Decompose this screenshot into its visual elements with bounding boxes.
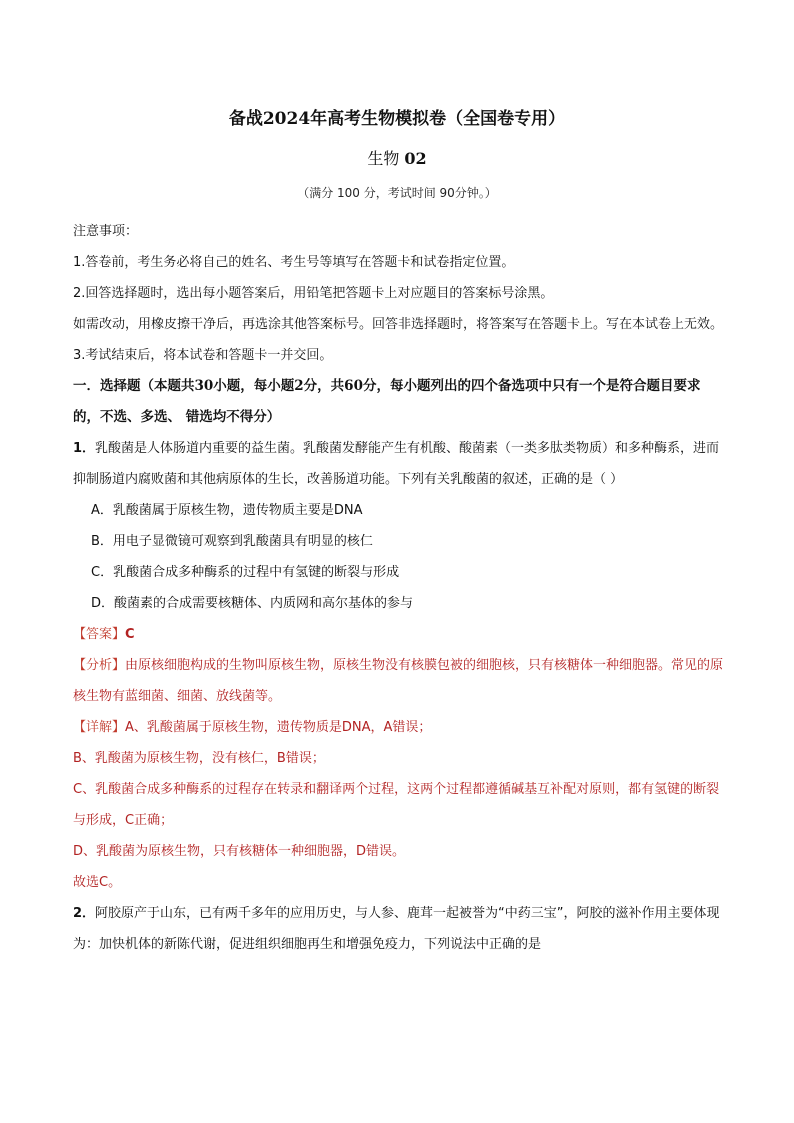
instruction-2-continued: 如需改动，用橡皮擦干净后，再选涂其他答案标号。回答非选择题时，将答案写在答题卡上。写在本试卷上无效。 xyxy=(73,317,724,332)
detail-tag: 【详解】 xyxy=(73,720,126,735)
exam-note: （满分 100 分，考试时间 90分钟。） xyxy=(297,186,497,200)
question-1-detail-a xyxy=(73,712,725,743)
exam-title: 备战2024年高考生物模拟卷（全国卷专用） xyxy=(228,109,566,129)
question-2-text: 阿胶原产于山东，已有两千多年的应用历史，与人参、鹿茸一起被誉为“中药三宝”，阿胶的滋补作用主要体现为：加快机体的新陈代谢，促进组织细胞再生和增强免疫力，下列说法中正确的是 xyxy=(73,906,720,952)
question-1-detail-c: C、乳酸菌合成多种酶系的过程存在转录和翻译两个过程，这两个过程都遵循碱基互补配对原则，都有氢键的断裂与形成，C正确； xyxy=(73,782,720,828)
answer-value: C xyxy=(125,627,135,642)
detail-a-text: A、乳酸菌属于原核生物，遗传物质是DNA，A错误； xyxy=(125,720,432,735)
question-2-number: 2． xyxy=(73,906,96,921)
question-1-option-d: D．酸菌素的合成需要核糖体、内质网和高尔基体的参与 xyxy=(91,596,414,611)
subtitle-prefix: 生物 xyxy=(367,149,400,168)
instruction-3: 3.考试结束后，将本试卷和答题卡一并交回。 xyxy=(73,348,333,363)
section-1-heading: 一．选择题（本题共30小题，每小题2分，共60分，每小题列出的四个备选项中只有一个是符合题目要求的，不选、多选、 错选均不得分） xyxy=(73,378,701,425)
question-1-detail-b: B、乳酸菌为原核生物，没有核仁，B错误； xyxy=(73,751,325,766)
question-1-number: 1． xyxy=(73,441,96,456)
question-1-option-a: A．乳酸菌属于原核生物，遗传物质主要是DNA xyxy=(91,503,363,518)
question-1-answer xyxy=(73,619,725,650)
exam-subtitle xyxy=(0,146,794,169)
instructions-heading: 注意事项： xyxy=(73,224,139,239)
instruction-2: 2.回答选择题时，选出每小题答案后，用铅笔把答题卡上对应题目的答案标号涂黑。 xyxy=(73,286,554,301)
question-1-option-c: C．乳酸菌合成多种酶系的过程中有氢键的断裂与形成 xyxy=(91,565,400,580)
question-1-conclusion: 故选C。 xyxy=(73,875,122,890)
exam-body xyxy=(73,216,725,960)
question-1-stem xyxy=(73,433,725,495)
question-1-option-b: B．用电子显微镜可观察到乳酸菌具有明显的核仁 xyxy=(91,534,373,549)
subtitle-number: 02 xyxy=(404,149,427,168)
analysis-text: 由原核细胞构成的生物叫原核生物，原核生物没有核膜包被的细胞核，只有核糖体一种细胞器。常见的原核生物有蓝细菌、细菌、放线菌等。 xyxy=(73,658,724,704)
analysis-tag: 【分析】 xyxy=(73,658,126,673)
instruction-1: 1.答卷前，考生务必将自己的姓名、考生号等填写在答题卡和试卷指定位置。 xyxy=(73,255,515,270)
question-1-detail-d: D、乳酸菌为原核生物，只有核糖体一种细胞器，D错误。 xyxy=(73,844,406,859)
question-1-analysis xyxy=(73,650,725,712)
question-1-text: 乳酸菌是人体肠道内重要的益生菌。乳酸菌发酵能产生有机酸、酸菌素（一类多肽类物质）和多种酶系，进而抑制肠道内腐败菌和其他病原体的生长，改善肠道功能。下列有关乳酸菌的叙述，正确的是（ ） xyxy=(73,441,720,487)
question-2-stem xyxy=(73,898,725,960)
answer-tag: 【答案】 xyxy=(73,627,126,642)
